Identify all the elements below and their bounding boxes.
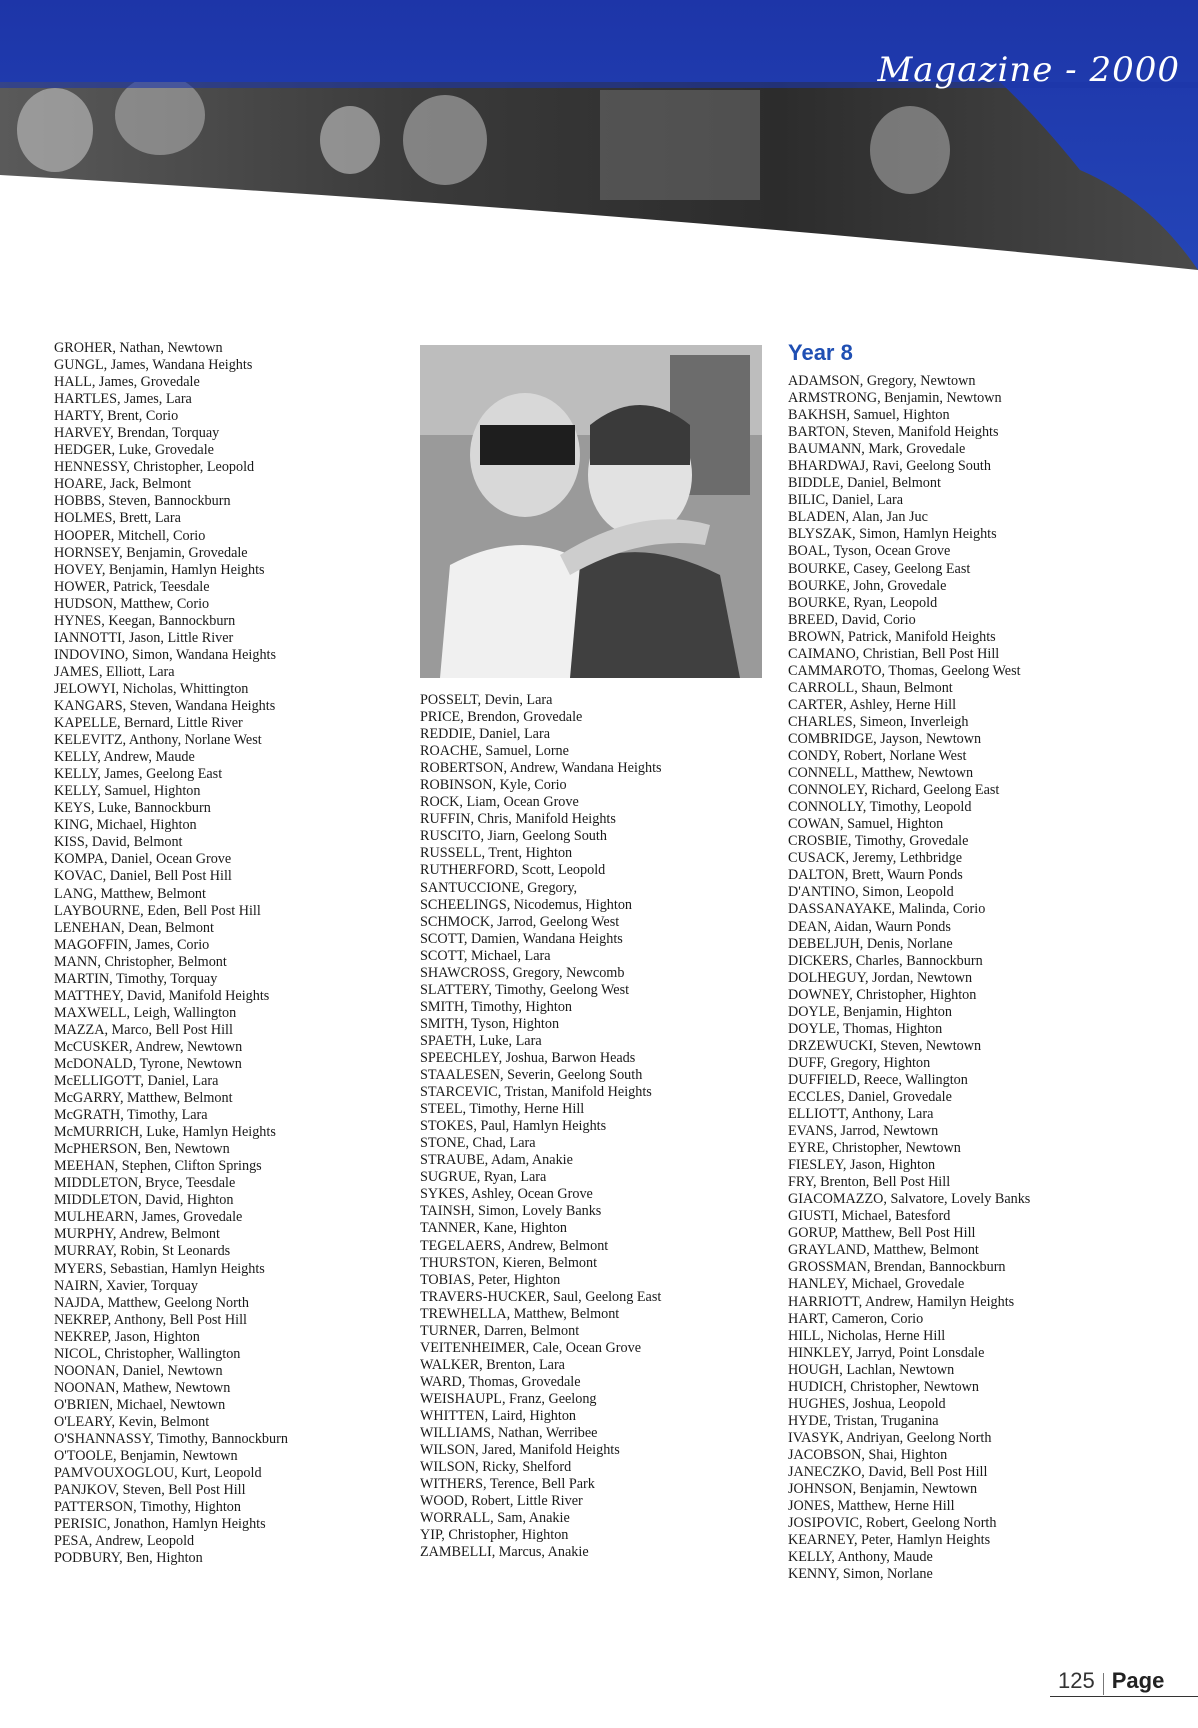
student-entry: CHARLES, Simeon, Inverleigh bbox=[788, 713, 969, 730]
page-separator bbox=[1103, 1673, 1104, 1695]
student-entry: STRAUBE, Adam, Anakie bbox=[420, 1152, 573, 1169]
student-entry: McPHERSON, Ben, Newtown bbox=[54, 1141, 230, 1158]
student-entry: MEEHAN, Stephen, Clifton Springs bbox=[54, 1158, 262, 1175]
student-entry: SPAETH, Luke, Lara bbox=[420, 1032, 542, 1049]
student-entry: BOURKE, Casey, Geelong East bbox=[788, 560, 971, 577]
student-entry: WALKER, Brenton, Lara bbox=[420, 1356, 565, 1373]
student-entry: EYRE, Christopher, Newtown bbox=[788, 1140, 961, 1157]
student-entry: CONNOLLY, Timothy, Leopold bbox=[788, 799, 972, 816]
student-entry: JOSIPOVIC, Robert, Geelong North bbox=[788, 1515, 997, 1532]
student-entry: WOOD, Robert, Little River bbox=[420, 1493, 583, 1510]
student-entry: ARMSTRONG, Benjamin, Newtown bbox=[788, 390, 1002, 407]
student-entry: BILIC, Daniel, Lara bbox=[788, 492, 904, 509]
student-entry: PATTERSON, Timothy, Highton bbox=[54, 1499, 241, 1516]
student-entry: KENNY, Simon, Norlane bbox=[788, 1566, 933, 1583]
student-entry: VEITENHEIMER, Cale, Ocean Grove bbox=[420, 1339, 642, 1356]
student-entry: HOVEY, Benjamin, Hamlyn Heights bbox=[54, 561, 265, 578]
student-entry: LANG, Matthew, Belmont bbox=[54, 885, 206, 902]
student-entry: BREED, David, Corio bbox=[788, 611, 916, 628]
student-entry: PERISIC, Jonathon, Hamlyn Heights bbox=[54, 1516, 266, 1533]
student-entry: SCHMOCK, Jarrod, Geelong West bbox=[420, 913, 620, 930]
student-entry: JOHNSON, Benjamin, Newtown bbox=[788, 1481, 978, 1498]
student-entry: SMITH, Timothy, Highton bbox=[420, 998, 573, 1015]
student-entry: DRZEWUCKI, Steven, Newtown bbox=[788, 1037, 982, 1054]
student-entry: HUGHES, Joshua, Leopold bbox=[788, 1395, 946, 1412]
student-entry: JANECZKO, David, Bell Post Hill bbox=[788, 1464, 988, 1480]
student-entry: EVANS, Jarrod, Newtown bbox=[788, 1123, 939, 1140]
student-entry: KELLY, Samuel, Highton bbox=[54, 783, 201, 800]
student-entry: WORRALL, Sam, Anakie bbox=[420, 1510, 570, 1527]
student-entry: WHITTEN, Laird, Highton bbox=[420, 1407, 577, 1424]
student-entry: HEDGER, Luke, Grovedale bbox=[54, 442, 214, 459]
student-entry: McMURRICH, Luke, Hamlyn Heights bbox=[54, 1124, 276, 1141]
student-entry: GROHER, Nathan, Newtown bbox=[54, 340, 223, 356]
student-entry: HARTY, Brent, Corio bbox=[54, 408, 179, 425]
student-entry: TANNER, Kane, Highton bbox=[420, 1220, 568, 1237]
student-entry: HUDSON, Matthew, Corio bbox=[54, 595, 210, 612]
student-entry: PODBURY, Ben, Highton bbox=[54, 1550, 203, 1567]
student-entry: KEARNEY, Peter, Hamlyn Heights bbox=[788, 1532, 991, 1549]
student-entry: DICKERS, Charles, Bannockburn bbox=[788, 952, 983, 969]
two-students-photo bbox=[420, 345, 762, 678]
page-number: 125 bbox=[1058, 1668, 1095, 1693]
student-entry: DUFFIELD, Reece, Wallington bbox=[788, 1071, 968, 1088]
student-entry: YIP, Christopher, Highton bbox=[420, 1527, 569, 1544]
student-entry: INDOVINO, Simon, Wandana Heights bbox=[54, 646, 277, 663]
page-footer bbox=[1058, 1668, 1164, 1695]
student-entry: THURSTON, Kieren, Belmont bbox=[420, 1254, 598, 1271]
student-entry: CAIMANO, Christian, Bell Post Hill bbox=[788, 645, 1000, 662]
student-entry: DUFF, Gregory, Highton bbox=[788, 1054, 931, 1071]
student-entry: HYNES, Keegan, Bannockburn bbox=[54, 612, 236, 629]
student-entry: O'BRIEN, Michael, Newtown bbox=[54, 1396, 226, 1413]
student-entry: DOYLE, Benjamin, Highton bbox=[788, 1003, 952, 1020]
student-entry: ZAMBELLI, Marcus, Anakie bbox=[420, 1544, 589, 1561]
student-entry: HYDE, Tristan, Truganina bbox=[788, 1412, 939, 1429]
student-entry: BLYSZAK, Simon, Hamlyn Heights bbox=[788, 526, 997, 543]
student-entry: SCHEELINGS, Nicodemus, Highton bbox=[420, 896, 633, 913]
student-entry: HART, Cameron, Corio bbox=[788, 1310, 924, 1327]
student-entry: KANGARS, Steven, Wandana Heights bbox=[54, 697, 276, 714]
student-entry: D'ANTINO, Simon, Leopold bbox=[788, 884, 954, 901]
student-entry: TURNER, Darren, Belmont bbox=[420, 1322, 580, 1339]
student-entry: KELLY, Andrew, Maude bbox=[54, 749, 195, 766]
student-entry: WARD, Thomas, Grovedale bbox=[420, 1373, 581, 1390]
student-entry: ELLIOTT, Anthony, Lara bbox=[788, 1106, 934, 1123]
student-entry: ECCLES, Daniel, Grovedale bbox=[788, 1088, 952, 1105]
student-entry: CROSBIE, Timothy, Grovedale bbox=[788, 833, 969, 850]
student-entry: KELEVITZ, Anthony, Norlane West bbox=[54, 732, 262, 749]
student-entry: MURPHY, Andrew, Belmont bbox=[54, 1226, 220, 1243]
student-entry: SLATTERY, Timothy, Geelong West bbox=[420, 981, 630, 998]
student-entry: DOYLE, Thomas, Highton bbox=[788, 1020, 943, 1037]
student-entry: McGRATH, Timothy, Lara bbox=[54, 1107, 208, 1124]
footer-rule bbox=[1050, 1696, 1198, 1697]
student-entry: GUNGL, James, Wandana Heights bbox=[54, 357, 253, 374]
student-list-middle bbox=[420, 692, 662, 1561]
student-entry: PAMVOUXOGLOU, Kurt, Leopold bbox=[54, 1465, 262, 1482]
student-entry: MAGOFFIN, James, Corio bbox=[54, 936, 210, 953]
student-entry: SYKES, Ashley, Ocean Grove bbox=[420, 1186, 593, 1203]
student-entry: MARTIN, Timothy, Torquay bbox=[54, 970, 218, 987]
student-entry: MYERS, Sebastian, Hamlyn Heights bbox=[54, 1260, 265, 1277]
page-header-banner bbox=[0, 0, 1198, 290]
student-entry: KELLY, James, Geelong East bbox=[54, 766, 223, 783]
student-entry: STARCEVIC, Tristan, Manifold Heights bbox=[420, 1084, 652, 1101]
student-entry: PRICE, Brendon, Grovedale bbox=[420, 709, 583, 726]
student-entry: SCOTT, Damien, Wandana Heights bbox=[420, 930, 623, 947]
student-entry: SUGRUE, Ryan, Lara bbox=[420, 1169, 547, 1186]
student-entry: TREWHELLA, Matthew, Belmont bbox=[420, 1305, 620, 1322]
student-entry: TOBIAS, Peter, Highton bbox=[420, 1271, 561, 1288]
student-entry: SHAWCROSS, Gregory, Newcomb bbox=[420, 964, 625, 981]
student-entry: HOARE, Jack, Belmont bbox=[54, 476, 192, 493]
student-entry: STONE, Chad, Lara bbox=[420, 1135, 536, 1152]
student-entry: CARTER, Ashley, Herne Hill bbox=[788, 696, 957, 713]
student-entry: O'TOOLE, Benjamin, Newtown bbox=[54, 1448, 238, 1465]
student-entry: WILLIAMS, Nathan, Werribee bbox=[420, 1425, 598, 1442]
student-entry: BHARDWAJ, Ravi, Geelong South bbox=[788, 458, 991, 475]
student-entry: McGARRY, Matthew, Belmont bbox=[54, 1090, 233, 1107]
student-entry: KISS, David, Belmont bbox=[54, 834, 183, 851]
student-entry: McCUSKER, Andrew, Newtown bbox=[54, 1038, 243, 1055]
student-entry: HOUGH, Lachlan, Newtown bbox=[788, 1361, 955, 1378]
student-entry: GIUSTI, Michael, Batesford bbox=[788, 1208, 951, 1225]
student-entry: STEEL, Timothy, Herne Hill bbox=[420, 1101, 585, 1118]
student-entry: MAZZA, Marco, Bell Post Hill bbox=[54, 1021, 233, 1038]
student-entry: PESA, Andrew, Leopold bbox=[54, 1533, 195, 1550]
student-entry: ROCK, Liam, Ocean Grove bbox=[420, 794, 579, 811]
student-entry: BIDDLE, Daniel, Belmont bbox=[788, 475, 941, 492]
student-entry: DEBELJUH, Denis, Norlane bbox=[788, 935, 953, 952]
student-entry: BARTON, Steven, Manifold Heights bbox=[788, 424, 999, 441]
student-entry: REDDIE, Daniel, Lara bbox=[420, 726, 551, 743]
student-entry: HOBBS, Steven, Bannockburn bbox=[54, 493, 231, 510]
student-entry: KAPELLE, Bernard, Little River bbox=[54, 715, 243, 732]
student-entry: HARTLES, James, Lara bbox=[54, 391, 192, 408]
student-entry: JONES, Matthew, Herne Hill bbox=[788, 1498, 955, 1515]
student-entry: HARRIOTT, Andrew, Hamilyn Heights bbox=[788, 1293, 1015, 1310]
student-entry: STAALESEN, Severin, Geelong South bbox=[420, 1067, 643, 1084]
student-entry: HUDICH, Christopher, Newtown bbox=[788, 1378, 979, 1395]
student-entry: HILL, Nicholas, Herne Hill bbox=[788, 1327, 946, 1344]
student-entry: CAMMAROTO, Thomas, Geelong West bbox=[788, 662, 1021, 679]
student-entry: BOAL, Tyson, Ocean Grove bbox=[788, 543, 951, 560]
student-entry: MURRAY, Robin, St Leonards bbox=[54, 1243, 231, 1260]
student-entry: KEYS, Luke, Bannockburn bbox=[54, 800, 211, 817]
student-entry: KOVAC, Daniel, Bell Post Hill bbox=[54, 868, 232, 885]
student-entry: MAXWELL, Leigh, Wallington bbox=[54, 1004, 237, 1021]
student-entry: TRAVERS-HUCKER, Saul, Geelong East bbox=[420, 1288, 662, 1305]
student-entry: GRAYLAND, Matthew, Belmont bbox=[788, 1242, 979, 1259]
student-entry: SCOTT, Michael, Lara bbox=[420, 947, 551, 964]
student-entry: MIDDLETON, Bryce, Teesdale bbox=[54, 1175, 236, 1192]
student-entry: McDONALD, Tyrone, Newtown bbox=[54, 1055, 242, 1072]
page-label: Page bbox=[1111, 1668, 1165, 1693]
student-entry: WEISHAUPL, Franz, Geelong bbox=[420, 1390, 597, 1407]
student-entry: BAUMANN, Mark, Grovedale bbox=[788, 441, 966, 458]
student-entry: SANTUCCIONE, Gregory, bbox=[420, 879, 578, 896]
student-entry: HOWER, Patrick, Teesdale bbox=[54, 578, 210, 595]
student-entry: HORNSEY, Benjamin, Grovedale bbox=[54, 544, 248, 561]
student-entry: RUSCITO, Jiarn, Geelong South bbox=[420, 828, 607, 845]
student-entry: LENEHAN, Dean, Belmont bbox=[54, 919, 214, 936]
student-entry: McELLIGOTT, Daniel, Lara bbox=[54, 1073, 219, 1090]
student-entry: NOONAN, Daniel, Newtown bbox=[54, 1362, 223, 1379]
student-entry: RUFFIN, Chris, Manifold Heights bbox=[420, 811, 616, 828]
student-entry: JAMES, Elliott, Lara bbox=[54, 663, 175, 680]
student-entry: CONNOLEY, Richard, Geelong East bbox=[788, 782, 1000, 799]
student-entry: BOURKE, Ryan, Leopold bbox=[788, 594, 938, 611]
student-list-right bbox=[788, 373, 1030, 1583]
student-entry: HANLEY, Michael, Grovedale bbox=[788, 1276, 965, 1293]
student-entry: BROWN, Patrick, Manifold Heights bbox=[788, 628, 996, 645]
student-entry: DEAN, Aidan, Waurn Ponds bbox=[788, 918, 951, 935]
student-entry: BAKHSH, Samuel, Highton bbox=[788, 407, 950, 424]
student-entry: HINKLEY, Jarryd, Point Lonsdale bbox=[788, 1344, 985, 1361]
magazine-title: Magazine - 2000 bbox=[877, 50, 1180, 90]
student-entry: FRY, Brenton, Bell Post Hill bbox=[788, 1174, 951, 1191]
student-entry: KELLY, Anthony, Maude bbox=[788, 1549, 933, 1566]
student-entry: CARROLL, Shaun, Belmont bbox=[788, 679, 953, 696]
student-entry: DOWNEY, Christopher, Highton bbox=[788, 986, 977, 1003]
student-entry: NAJDA, Matthew, Geelong North bbox=[54, 1294, 249, 1311]
student-entry: POSSELT, Devin, Lara bbox=[420, 692, 553, 708]
student-entry: MANN, Christopher, Belmont bbox=[54, 953, 227, 970]
header-banner-graphic bbox=[0, 0, 1198, 290]
student-entry: HARVEY, Brendan, Torquay bbox=[54, 425, 220, 442]
student-entry: BOURKE, John, Grovedale bbox=[788, 577, 947, 594]
student-entry: RUSSELL, Trent, Highton bbox=[420, 845, 573, 862]
student-entry: RUTHERFORD, Scott, Leopold bbox=[420, 862, 606, 879]
student-entry: HOOPER, Mitchell, Corio bbox=[54, 527, 206, 544]
student-entry: CONNELL, Matthew, Newtown bbox=[788, 765, 974, 782]
student-entry: GORUP, Matthew, Bell Post Hill bbox=[788, 1225, 976, 1242]
student-entry: ADAMSON, Gregory, Newtown bbox=[788, 373, 976, 389]
student-entry: COWAN, Samuel, Highton bbox=[788, 816, 944, 833]
student-entry: MIDDLETON, David, Highton bbox=[54, 1192, 234, 1209]
student-entry: CUSACK, Jeremy, Lethbridge bbox=[788, 850, 963, 867]
student-entry: WILSON, Jared, Manifold Heights bbox=[420, 1442, 620, 1459]
student-entry: NEKREP, Anthony, Bell Post Hill bbox=[54, 1311, 247, 1328]
student-entry: MULHEARN, James, Grovedale bbox=[54, 1209, 243, 1226]
student-entry: NICOL, Christopher, Wallington bbox=[54, 1345, 241, 1362]
student-entry: TAINSH, Simon, Lovely Banks bbox=[420, 1203, 602, 1220]
student-entry: NOONAN, Mathew, Newtown bbox=[54, 1379, 231, 1396]
student-entry: NAIRN, Xavier, Torquay bbox=[54, 1277, 198, 1294]
student-entry: FIESLEY, Jason, Highton bbox=[788, 1157, 936, 1174]
student-entry: GIACOMAZZO, Salvatore, Lovely Banks bbox=[788, 1191, 1031, 1208]
student-entry: TEGELAERS, Andrew, Belmont bbox=[420, 1237, 609, 1254]
student-entry: KOMPA, Daniel, Ocean Grove bbox=[54, 851, 232, 868]
student-entry: JELOWYI, Nicholas, Whittington bbox=[54, 680, 249, 697]
student-entry: ROBINSON, Kyle, Corio bbox=[420, 777, 567, 794]
student-entry: BLADEN, Alan, Jan Juc bbox=[788, 509, 928, 526]
student-entry: JACOBSON, Shai, Highton bbox=[788, 1446, 948, 1463]
student-entry: WILSON, Ricky, Shelford bbox=[420, 1459, 572, 1476]
student-entry: ROACHE, Samuel, Lorne bbox=[420, 743, 569, 760]
student-entry: PANJKOV, Steven, Bell Post Hill bbox=[54, 1482, 246, 1499]
student-entry: HOLMES, Brett, Lara bbox=[54, 510, 181, 527]
student-entry: DALTON, Brett, Waurn Ponds bbox=[788, 867, 963, 884]
student-entry: KING, Michael, Highton bbox=[54, 817, 197, 834]
student-entry: HALL, James, Grovedale bbox=[54, 374, 200, 391]
student-entry: IANNOTTI, Jason, Little River bbox=[54, 629, 234, 646]
student-entry: SMITH, Tyson, Highton bbox=[420, 1015, 560, 1032]
student-entry: STOKES, Paul, Hamlyn Heights bbox=[420, 1118, 607, 1135]
student-entry: ROBERTSON, Andrew, Wandana Heights bbox=[420, 760, 662, 777]
student-entry: COMBRIDGE, Jayson, Newtown bbox=[788, 730, 982, 747]
student-entry: HENNESSY, Christopher, Leopold bbox=[54, 459, 255, 476]
student-entry: NEKREP, Jason, Highton bbox=[54, 1328, 200, 1345]
student-entry: DASSANAYAKE, Malinda, Corio bbox=[788, 901, 986, 918]
student-list-left bbox=[54, 340, 288, 1567]
student-photo bbox=[420, 345, 762, 678]
student-entry: WITHERS, Terence, Bell Park bbox=[420, 1476, 595, 1493]
student-entry: CONDY, Robert, Norlane West bbox=[788, 748, 967, 765]
student-entry: O'LEARY, Kevin, Belmont bbox=[54, 1413, 210, 1430]
student-entry: O'SHANNASSY, Timothy, Bannockburn bbox=[54, 1431, 288, 1447]
year-8-heading: Year 8 bbox=[788, 340, 853, 365]
student-entry: LAYBOURNE, Eden, Bell Post Hill bbox=[54, 902, 261, 919]
student-entry: IVASYK, Andriyan, Geelong North bbox=[788, 1429, 992, 1446]
student-entry: DOLHEGUY, Jordan, Newtown bbox=[788, 969, 973, 986]
student-entry: GROSSMAN, Brendan, Bannockburn bbox=[788, 1259, 1006, 1276]
student-entry: SPEECHLEY, Joshua, Barwon Heads bbox=[420, 1049, 636, 1066]
student-entry: MATTHEY, David, Manifold Heights bbox=[54, 987, 270, 1004]
